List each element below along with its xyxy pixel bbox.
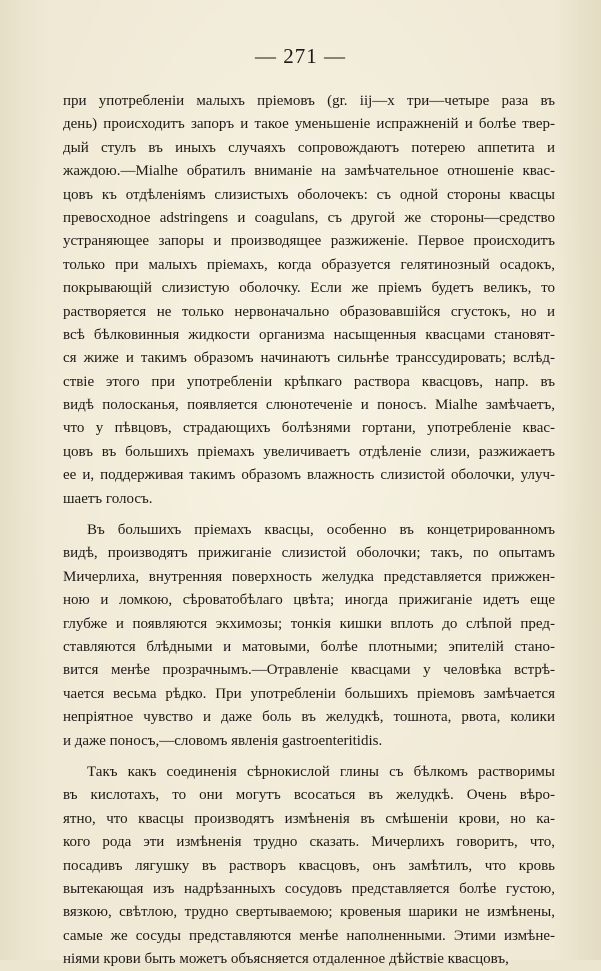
page-number: — 271 — — [255, 44, 346, 68]
text-line: что у пѣвцовъ, страдающихъ болѣзнями гортани, употребленіе квас- — [63, 420, 555, 437]
text-line: ся жиже и такимъ образомъ начинаютъ сильнѣе транссудировать; вслѣд- — [63, 350, 555, 367]
paragraphs — [63, 90, 555, 971]
text-line: превосходное adstringens и coagulans, съ другой же стороны—средство — [63, 209, 555, 226]
text-line: цовъ въ большихъ пріемахъ увеличиваетъ отдѣленіе слизи, разжижаетъ — [63, 443, 555, 460]
text-line: вязкою, свѣтлою, трудно свертываемою; кровеныя шарики не измѣнены, — [63, 904, 555, 921]
text-line: въ кислотахъ, то они могутъ всосаться въ желудкѣ. Очень вѣро- — [63, 787, 555, 804]
text-line: ятно, что квасцы производятъ измѣненія въ смѣшеніи крови, но ка- — [63, 810, 555, 827]
text-line: устраняющее запоры и производящее разжиженіе. Первое происходитъ — [63, 233, 555, 250]
text-line: ніями крови быть можетъ объясняется отдаленное дѣйствіе квасцовъ, — [63, 951, 509, 968]
text-line: всѣ бѣлковинныя жидкости организма насыщенныя квасцами становят- — [63, 326, 555, 343]
text-line: непріятное чувство и даже боль въ желудкѣ, тошнота, рвота, колики — [63, 709, 555, 726]
text-line: дый стулъ въ иныхъ случаяхъ сопровождаютъ потерею аппетита и — [63, 139, 555, 156]
text-line: при употребленіи малыхъ пріемовъ (gr. iij—x три—четыре раза въ — [63, 93, 555, 109]
text-line: шаетъ голосъ. — [63, 490, 153, 507]
text-line: и даже поносъ,—словомъ явленія gastroenteritidis. — [63, 732, 383, 749]
paragraph-gap — [63, 511, 555, 519]
text-line: Такъ какъ соединенія сѣрнокислой глины съ бѣлкомъ растворимы — [87, 763, 555, 780]
text-line: кого рода эти измѣненія трудно сказать. Мичерлихъ говоритъ, что, — [63, 834, 555, 851]
text-line: день) происходитъ запоръ и такое уменьшеніе испражненій и болѣе твер- — [63, 116, 555, 133]
text-line: видѣ, производятъ прижиганіе слизистой оболочки; такъ, по опытамъ — [63, 545, 555, 562]
text-line: глубже и появляются экхимозы; тонкія кишки вплоть до слѣпой пред- — [63, 615, 555, 632]
text-line: ее и, поддерживая такимъ образомъ влажность слизистой оболочки, улуч- — [63, 467, 555, 484]
paragraph — [63, 90, 555, 511]
text-line: посадивъ лягушку въ растворъ квасцовъ, онъ замѣтилъ, что кровь — [63, 857, 555, 874]
text-line: только при малыхъ пріемахъ, когда образуется гелятинозный осадокъ, — [63, 256, 555, 273]
text-line: Мичерлиха, внутренняя поверхность желудка представляется прижжен- — [63, 568, 555, 585]
text-line: вытекающая изъ надрѣзанныхъ сосудовъ представляется болѣе густою, — [63, 880, 555, 897]
text-line: ставляются блѣдными и матовыми, болѣе плотными; эпителій стано- — [63, 638, 555, 655]
text-line: ною и ломкою, сѣроватобѣлаго цвѣта; иногда прижиганіе идетъ еще — [63, 592, 555, 609]
text-line: Въ большихъ пріемахъ квасцы, особенно въ концетрированномъ — [87, 522, 555, 539]
text-line: ствіе этого при употребленіи крѣпкаго раствора квасцовъ, напр. въ — [63, 373, 555, 390]
text-line: растворяется не только нервоначально образовавшійся сгустокъ, но и — [63, 303, 555, 320]
text-line: цовъ къ отдѣленіямъ слизистыхъ оболочекъ: съ одной стороны квасцы — [63, 186, 555, 203]
paragraph — [63, 761, 555, 971]
text-line: видѣ полосканья, появляется слюнотеченіе и поносъ. Mialhe замѣчаетъ, — [63, 397, 555, 414]
text-line: чается весьма рѣдко. При употребленіи большихъ пріемовъ замѣчается — [63, 685, 555, 702]
paragraph — [63, 519, 555, 753]
text-line: вится менѣе прозрачнымъ.—Отравленіе квасцами у человѣка встрѣ- — [63, 662, 555, 679]
paragraph-gap — [63, 753, 555, 761]
text-line: самые же сосуды представляются менѣе наполненными. Этими измѣне- — [63, 927, 555, 944]
text-line: покрывающій слизистую оболочку. Если же пріемъ будетъ великъ, то — [63, 280, 555, 297]
page-body — [63, 90, 555, 971]
text-line: жаждою.—Mialhe обратилъ вниманіе на замѣчательное отношеніе квас- — [63, 163, 555, 180]
